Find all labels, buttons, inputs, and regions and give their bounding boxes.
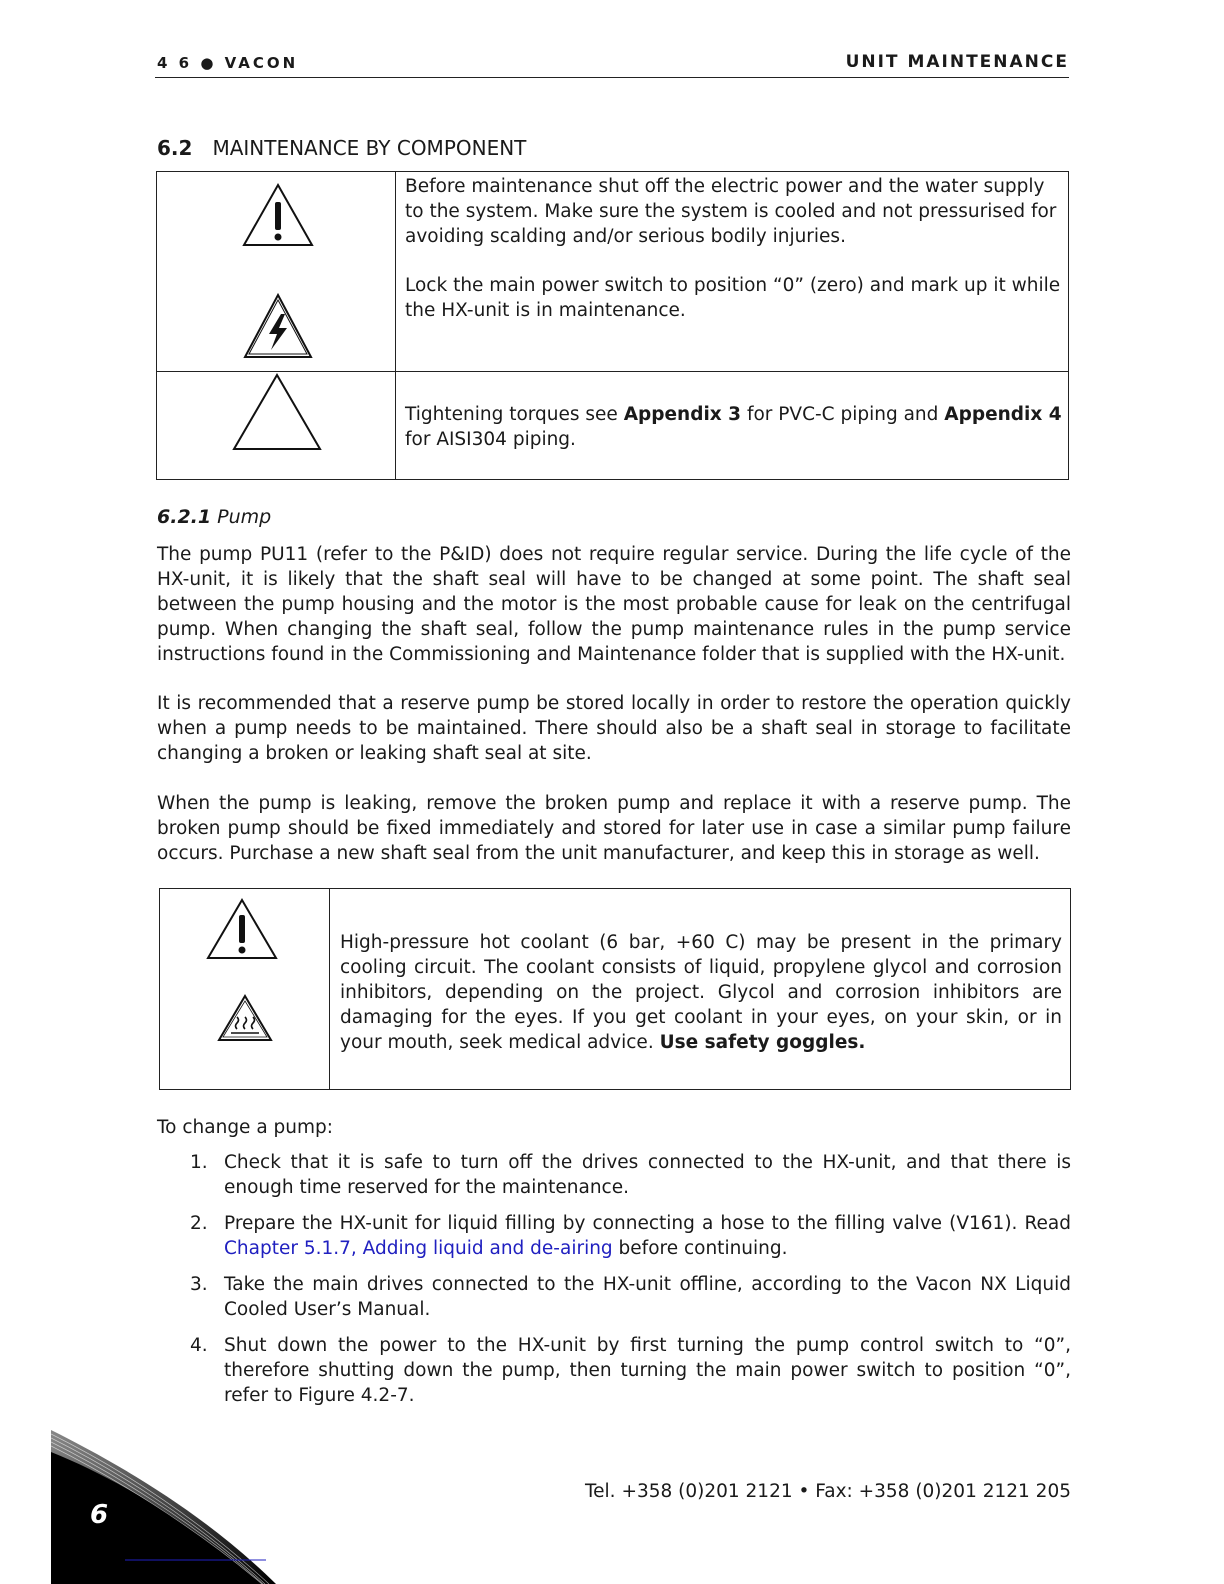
appendix-4: Appendix 4 xyxy=(944,404,1062,425)
warning-table xyxy=(156,171,1069,480)
list-item xyxy=(157,1211,1071,1261)
corner-graphic xyxy=(51,1430,281,1584)
electric-hazard-icon xyxy=(243,292,313,360)
torque-mid: for PVC-C piping and xyxy=(741,404,945,425)
step-text: Check that it is safe to turn off the drives connected to the HX-unit, and that there is enough time reserved for the maintenance. xyxy=(224,1152,1071,1198)
page-badge: 6 xyxy=(90,1500,109,1530)
safety-goggles-note: Use safety goggles. xyxy=(659,1032,866,1053)
step-text-post: before continuing. xyxy=(612,1238,788,1259)
step-text: Take the main drives connected to the HX-unit offline, according to the Vacon NX Liquid Cooled User’s Manual. xyxy=(224,1274,1071,1320)
subsection-title xyxy=(157,506,271,528)
step-text: Shut down the power to the HX-unit by first turning the pump control switch to “0”, therefore shutting down the pump, then turning the main power switch to position “0”, refer to Figure 4.2-7. xyxy=(224,1335,1071,1406)
hot-coolant-text xyxy=(340,930,1062,1055)
step-number: 3. xyxy=(190,1274,208,1295)
list-item xyxy=(157,1333,1071,1408)
torque-post: for AISI304 piping. xyxy=(405,429,576,450)
list-item xyxy=(157,1150,1071,1200)
caution-triangle-icon xyxy=(231,372,323,452)
warning-icon xyxy=(241,182,315,248)
step-number: 2. xyxy=(190,1213,208,1234)
header-right: UNIT MAINTENANCE xyxy=(845,52,1069,72)
steps-intro: To change a pump: xyxy=(157,1117,334,1138)
paragraph: The pump PU11 (refer to the P&ID) does not require regular service. During the life cycle of the HX-unit, it is likely that the shaft seal will have to be changed at some point. The shaft seal between the pump housing and the motor is the most probable cause for leak on the centrifugal pump. When changing the shaft seal, follow the pump maintenance rules in the pump service instructions found in the Commissioning and Maintenance folder that is supplied with the HX-unit. xyxy=(157,544,1071,665)
hot-coolant-body: High-pressure hot coolant (6 bar, +60 C) may be present in the primary cooling circuit. The coolant consists of liquid, propylene glycol and corrosion inhibitors, depending on the project. Glycol and corrosion inhibitors are damaging for the eyes. If you get coolant in your eyes, on your skin, or in your mouth, seek medical advice. xyxy=(340,932,1062,1053)
step-number: 4. xyxy=(190,1335,208,1356)
warning-icon xyxy=(205,897,279,961)
list-item xyxy=(157,1272,1071,1322)
maintenance-warning-text: Before maintenance shut off the electric power and the water supply to the system. Make sure the system is cooled and not pressurised for avoiding scalding and/or serious bodily injuries. xyxy=(405,176,1057,247)
hot-surface-icon xyxy=(217,993,273,1043)
section-title-text: MAINTENANCE BY COMPONENT xyxy=(212,136,527,160)
step-text: Prepare the HX-unit for liquid filling by connecting a hose to the filling valve (V161). Read xyxy=(224,1213,1071,1234)
torque-text xyxy=(405,402,1065,452)
step-number: 1. xyxy=(190,1152,208,1173)
subsection-title-text: Pump xyxy=(217,506,272,528)
section-number: 6.2 xyxy=(157,136,193,160)
subsection-number: 6.2.1 xyxy=(157,506,212,528)
lock-switch-text: Lock the main power switch to position “0” (zero) and mark up it while the HX-unit is in maintenance. xyxy=(405,275,1061,321)
steps-list xyxy=(157,1150,1071,1419)
hot-coolant-warning xyxy=(159,888,1071,1090)
chapter-link[interactable]: Chapter 5.1.7, Adding liquid and de-airing xyxy=(224,1238,613,1259)
appendix-3: Appendix 3 xyxy=(623,404,742,425)
torque-pre: Tightening torques see xyxy=(405,404,624,425)
footer-contact: Tel. +358 (0)201 2121 • Fax: +358 (0)201 2121 205 xyxy=(585,1481,1071,1502)
paragraph: When the pump is leaking, remove the broken pump and replace it with a reserve pump. The broken pump should be fixed immediately and stored for later use in case a similar pump failure occurs. Purchase a new shaft seal from the unit manufacturer, and keep this in storage as well. xyxy=(157,793,1071,864)
section-title xyxy=(157,136,526,160)
header-left: 4 6 ● VACON xyxy=(157,54,299,72)
header-rule xyxy=(155,77,1069,78)
paragraph: It is recommended that a reserve pump be stored locally in order to restore the operation quickly when a pump needs to be maintained. There should also be a shaft seal in storage to facilitate changing a broken or leaking shaft seal at site. xyxy=(157,693,1071,764)
